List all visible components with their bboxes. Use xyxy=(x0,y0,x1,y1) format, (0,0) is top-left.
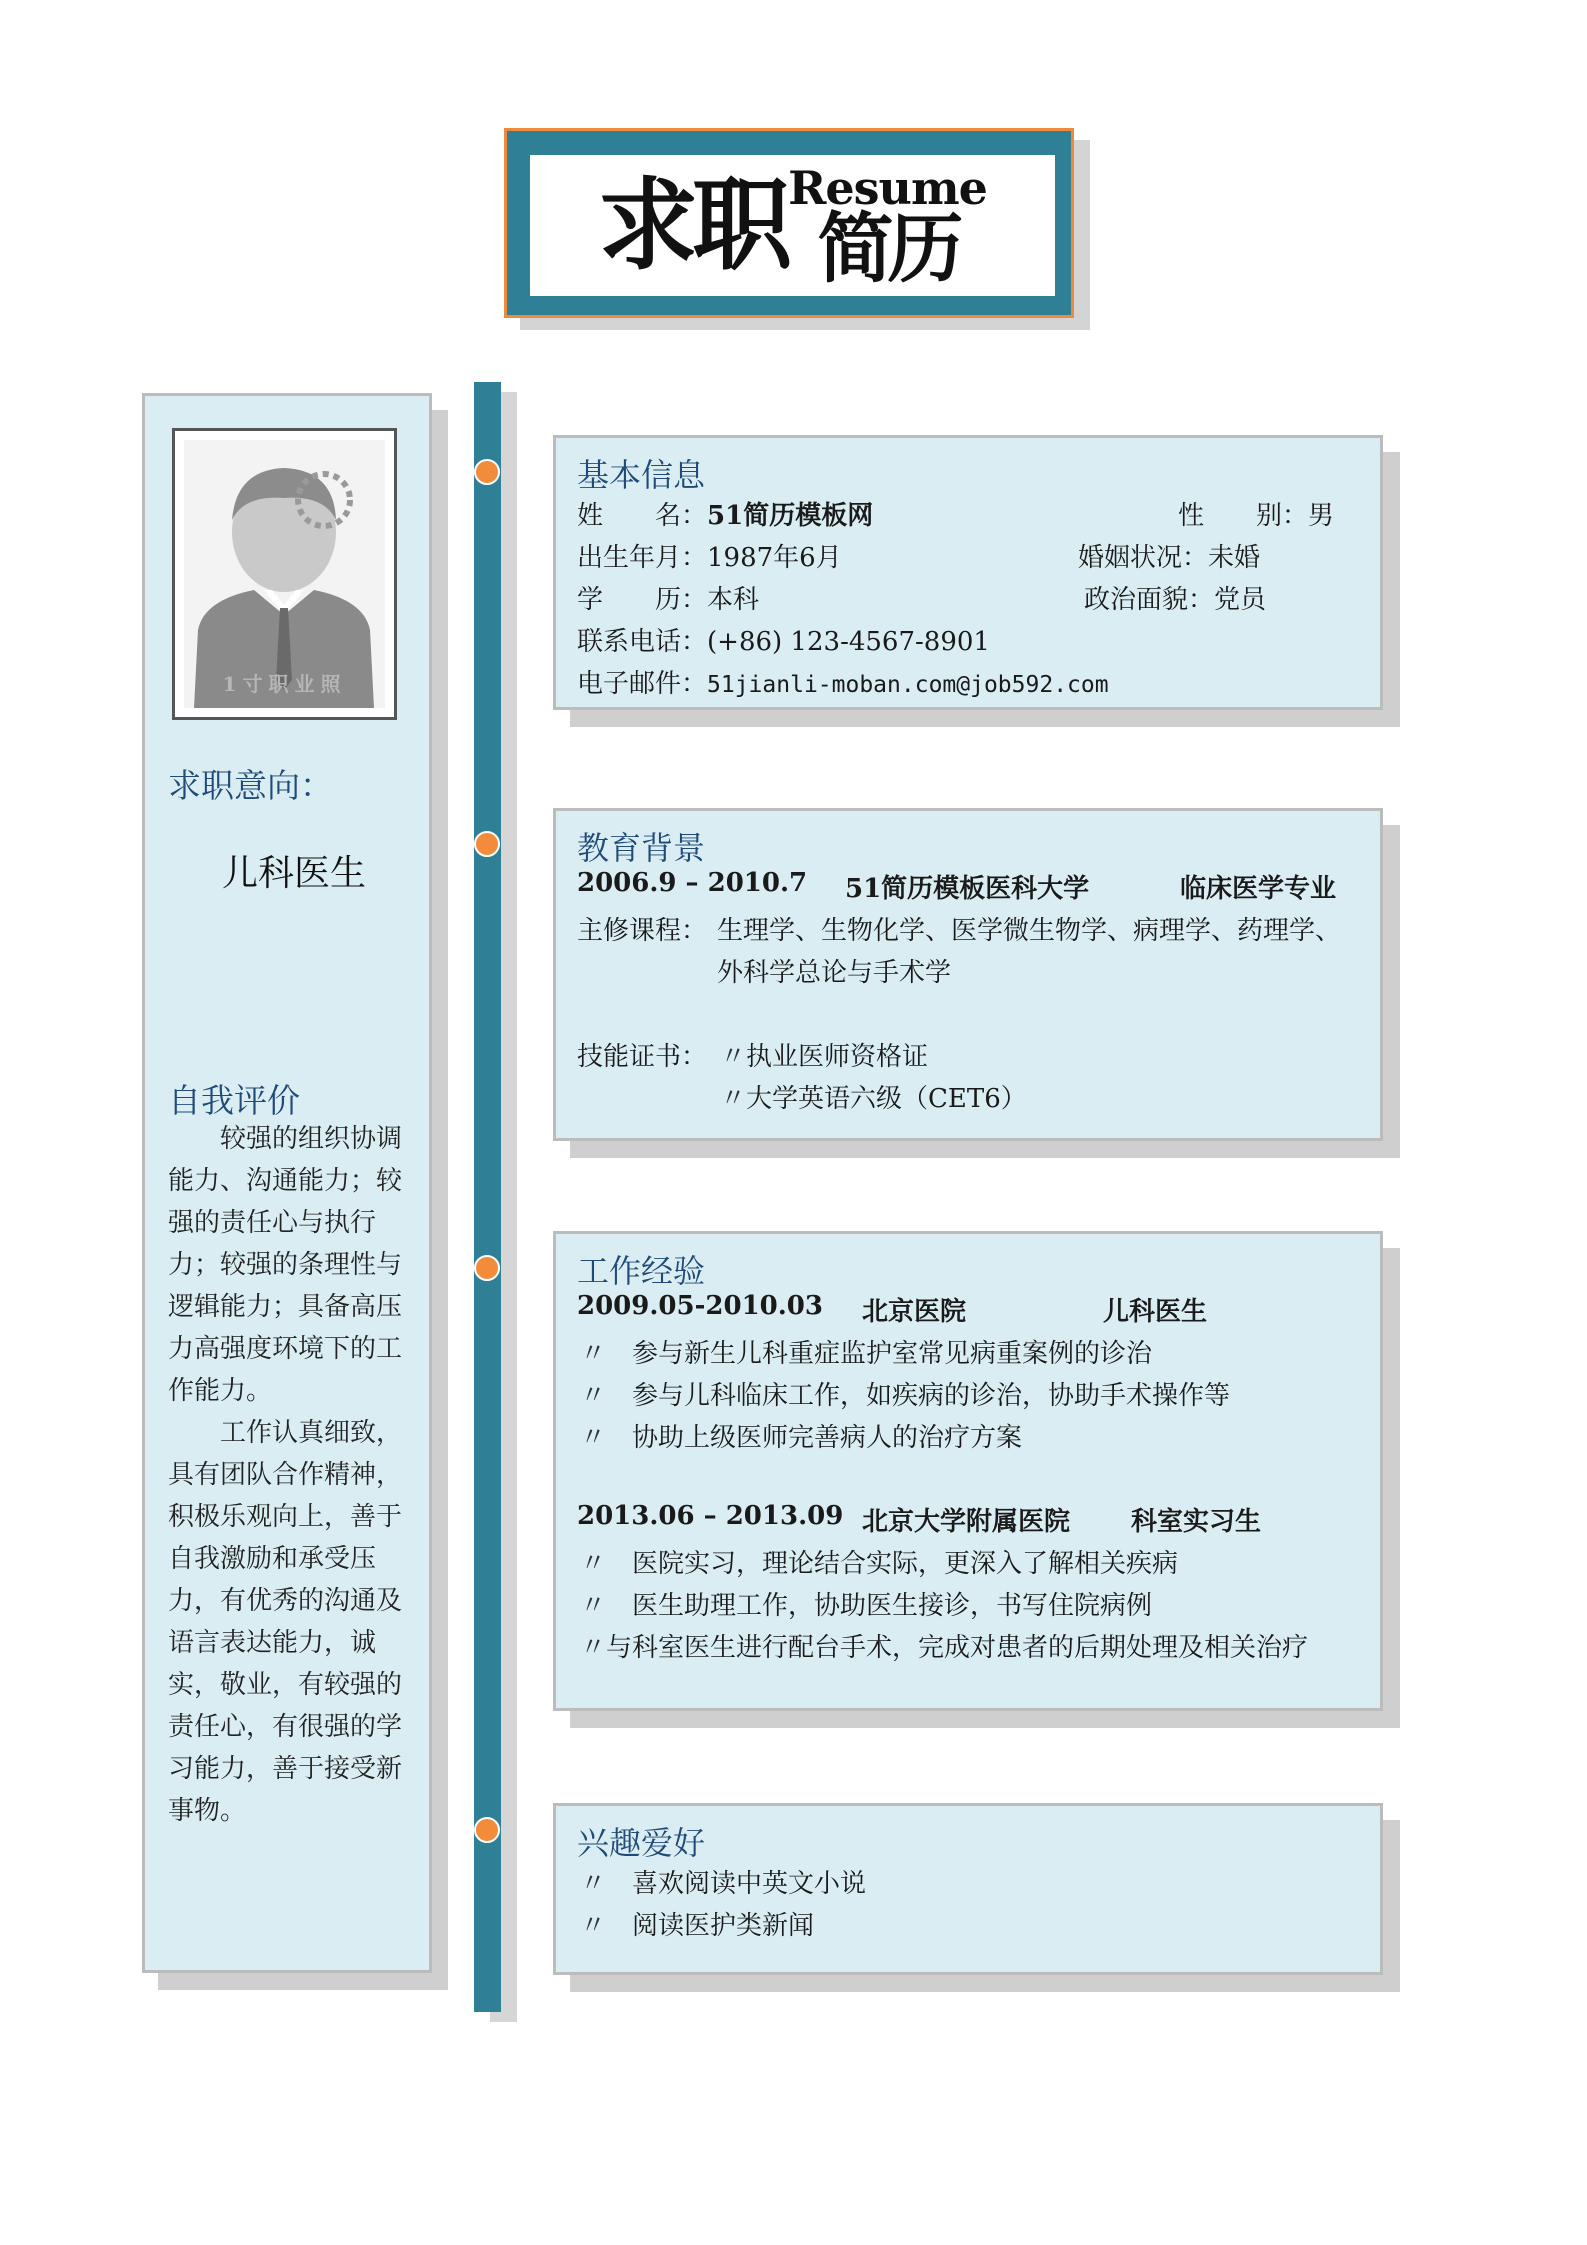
bullet-icon: 〃 xyxy=(580,1549,607,1579)
bullet-icon: 〃 xyxy=(720,1084,747,1114)
education-period: 2006.9 – 2010.7 xyxy=(577,868,808,898)
cert-item xyxy=(720,1036,928,1073)
job-duty-item xyxy=(580,1543,1178,1580)
banner-title-cn: 求职 xyxy=(598,166,787,284)
banner-title-cn2: 简历 xyxy=(817,203,958,293)
job-duty-item xyxy=(580,1585,1152,1622)
bullet-icon: 〃 xyxy=(720,1042,747,1072)
bullet-icon: 〃 xyxy=(580,1339,607,1369)
self-eval-paragraph-2: 工作认真细致，具有团队合作精神，积极乐观向上，善于自我激励和承受压力，有优秀的沟通及语言表达能力，诚实，敬业，有较强的责任心，有很强的学习能力，善于接受新事物。 xyxy=(168,1418,403,1826)
job-intent-value: 儿科医生 xyxy=(222,853,367,894)
job-duty-text: 参与新生儿科重症监护室常见病重案例的诊治 xyxy=(632,1339,1153,1369)
name-label: 姓 名： xyxy=(577,501,708,531)
phone-row xyxy=(577,621,990,658)
gender-label: 性 别： xyxy=(1178,501,1309,531)
email-row xyxy=(577,663,1109,700)
phone-label: 联系电话： xyxy=(577,627,708,657)
cert-text: 执业医师资格证 xyxy=(746,1042,929,1072)
job-duty-text: 协助上级医师完善病人的治疗方案 xyxy=(632,1423,1023,1453)
gender-row xyxy=(1178,495,1334,532)
job-duty-item xyxy=(580,1417,1022,1454)
timeline-dot-hobbies xyxy=(474,1817,500,1843)
courses-line-2: 外科学总论与手术学 xyxy=(717,958,952,988)
hobby-item xyxy=(580,1863,866,1900)
job-org: 北京医院 xyxy=(862,1297,967,1327)
political-value: 党员 xyxy=(1214,585,1267,615)
job-duty-text: 与科室医生进行配台手术，完成对患者的后期处理及相关治疗 xyxy=(606,1633,1309,1663)
self-eval-text xyxy=(168,1118,413,1832)
bullet-icon: 〃 xyxy=(580,1591,607,1621)
job-duty-item xyxy=(580,1333,1152,1370)
birth-value: 1987年6月 xyxy=(707,543,842,573)
job-period: 2013.06 – 2013.09 xyxy=(577,1501,844,1531)
marital-value: 未婚 xyxy=(1208,543,1261,573)
birth-row xyxy=(577,537,842,574)
self-eval-title: 自我评价 xyxy=(168,1081,300,1120)
job-intent-title: 求职意向： xyxy=(168,766,333,805)
banner-title-right xyxy=(788,160,987,293)
political-label: 政治面貌： xyxy=(1084,585,1215,615)
cert-text: 大学英语六级（CET6） xyxy=(746,1084,1027,1114)
job-role: 科室实习生 xyxy=(1131,1507,1262,1537)
education-title: 教育背景 xyxy=(577,829,706,867)
job-duty-text: 医院实习，理论结合实际，更深入了解相关疾病 xyxy=(632,1549,1179,1579)
phone-value: (+86) 123-4567-8901 xyxy=(707,627,990,657)
edu-label: 学 历： xyxy=(577,585,708,615)
bullet-icon: 〃 xyxy=(580,1423,607,1453)
job-duty-text: 医生助理工作，协助医生接诊，书写住院病例 xyxy=(632,1591,1153,1621)
edu-value: 本科 xyxy=(707,585,760,615)
email-label: 电子邮件： xyxy=(577,669,708,699)
bullet-icon: 〃 xyxy=(580,1633,607,1663)
gender-value: 男 xyxy=(1308,501,1335,531)
hobby-text: 阅读医护类新闻 xyxy=(632,1911,815,1941)
courses-label: 主修课程： xyxy=(577,916,708,946)
job-role: 儿科医生 xyxy=(1103,1297,1208,1327)
marital-row xyxy=(1078,537,1260,574)
name-row xyxy=(577,495,873,532)
name-value: 51简历模板网 xyxy=(707,501,874,531)
work-title: 工作经验 xyxy=(577,1252,706,1290)
hobby-text: 喜欢阅读中英文小说 xyxy=(632,1869,867,1899)
bullet-icon: 〃 xyxy=(580,1869,607,1899)
job-org: 北京大学附属医院 xyxy=(862,1507,1071,1537)
education-major: 临床医学专业 xyxy=(1180,874,1337,904)
hobby-item xyxy=(580,1905,814,1942)
courses-line-1: 生理学、生物化学、医学微生物学、病理学、药理学、 xyxy=(717,916,1342,946)
hobbies-title: 兴趣爱好 xyxy=(577,1824,706,1862)
timeline-bar xyxy=(474,382,501,2012)
email-value: 51jianli-moban.com@job592.com xyxy=(707,672,1109,698)
cert-label: 技能证书： xyxy=(577,1042,708,1072)
marital-label: 婚姻状况： xyxy=(1078,543,1209,573)
political-row xyxy=(1084,579,1266,616)
birth-label: 出生年月： xyxy=(577,543,708,573)
banner-title-en: Resume xyxy=(788,160,987,215)
bullet-icon: 〃 xyxy=(580,1381,607,1411)
timeline-dot-education xyxy=(474,831,500,857)
timeline-dot-work xyxy=(474,1255,500,1281)
job-period: 2009.05-2010.03 xyxy=(577,1291,823,1321)
photo-caption: 1寸职业照 xyxy=(222,672,347,696)
education-school: 51简历模板医科大学 xyxy=(845,874,1090,904)
cert-item xyxy=(720,1078,1027,1115)
timeline-dot-basic xyxy=(474,459,500,485)
basic-info-title: 基本信息 xyxy=(577,456,706,494)
self-eval-paragraph-1: 较强的组织协调能力、沟通能力；较强的责任心与执行力；较强的条理性与逻辑能力；具备高压力高强度环境下的工作能力。 xyxy=(168,1124,403,1406)
title-banner-inner xyxy=(530,155,1055,296)
job-duty-item xyxy=(580,1627,1308,1664)
job-duty-text: 参与儿科临床工作，如疾病的诊治，协助手术操作等 xyxy=(632,1381,1231,1411)
edu-row xyxy=(577,579,759,616)
bullet-icon: 〃 xyxy=(580,1911,607,1941)
job-duty-item xyxy=(580,1375,1230,1412)
